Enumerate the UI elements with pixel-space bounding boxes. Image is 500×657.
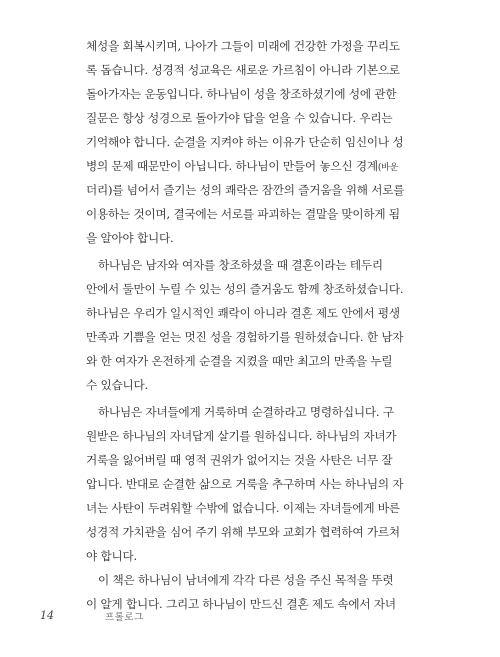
text-line: 성경적 가치관을 심어 주기 위해 부모와 교회가 협력하여 가르쳐 <box>86 525 400 539</box>
page-number: 14 <box>40 609 54 622</box>
text-line: 기억해야 합니다. 순결을 지켜야 하는 이유가 단순히 임신이나 성 <box>86 135 404 149</box>
running-title: 프롤로그 <box>105 612 144 623</box>
text-line: 을 알아야 합니다. <box>86 231 174 245</box>
paragraph-first-line: 하나님은 자녀들에게 거룩하며 순결하라고 명령하십니다. 구 <box>98 405 394 419</box>
paragraph-first-line: 하나님은 남자와 여자를 창조하셨을 때 결혼이라는 테두리 <box>98 258 383 272</box>
inline-note: (바운 <box>377 163 399 173</box>
text-line <box>86 156 398 176</box>
text-line: 와 한 여자가 온전하게 순결을 지켰을 때만 최고의 만족을 누릴 <box>86 354 393 368</box>
text-line: 질문은 항상 성경으로 돌아가야 답을 얻을 수 있습니다. 우리는 <box>86 111 393 125</box>
text-line: 수 있습니다. <box>86 378 148 392</box>
text-line: 이용하는 것이며, 결국에는 서로를 파괴하는 결말을 맞이하게 됨 <box>86 207 400 221</box>
text-line: 록 돕습니다. 성경적 성교육은 새로운 가르침이 아니라 기본으로 <box>86 63 400 77</box>
text-segment: 병의 문제 때문만이 아닙니다. 하나님이 만들어 놓으신 경계 <box>86 159 378 173</box>
text-line: 안에서 둘만이 누릴 수 있는 성의 즐거움도 함께 창조하셨습니다. <box>86 282 404 296</box>
text-line: 야 합니다. <box>86 549 137 563</box>
text-line: 압니다. 반대로 순결한 삶으로 거룩을 추구하며 사는 하나님의 자 <box>86 477 404 491</box>
text-line: 녀는 사탄이 두려워할 수밖에 없습니다. 이제는 자녀들에게 바른 <box>86 501 400 515</box>
paragraph-first-line: 이 책은 하나님이 남녀에게 각각 다른 성을 주신 목적을 뚜렷 <box>98 573 394 587</box>
text-line: 돌아가자는 운동입니다. 하나님이 성을 창조하셨기에 성에 관한 <box>86 87 397 101</box>
text-line: 거룩을 잃어버릴 때 영적 권위가 없어지는 것을 사탄은 너무 잘 <box>86 453 393 467</box>
text-line: 체성을 회복시키며, 나아가 그들이 미래에 건강한 가정을 꾸리도 <box>86 39 400 53</box>
text-line: 하나님은 우리가 일시적인 쾌락이 아니라 결혼 제도 안에서 평생 <box>86 306 400 320</box>
text-line: 원받은 하나님의 자녀답게 살기를 원하십니다. 하나님의 자녀가 <box>86 429 397 443</box>
text-line: 만족과 기쁨을 얻는 멋진 성을 경험하기를 원하셨습니다. 한 남자 <box>86 330 404 344</box>
text-line: 이 알게 합니다. 그리고 하나님이 만드신 결혼 제도 속에서 자녀 <box>86 597 396 611</box>
text-line: 더리)를 넘어서 즐기는 성의 쾌락은 잠깐의 즐거움을 위해 서로를 <box>86 183 405 197</box>
